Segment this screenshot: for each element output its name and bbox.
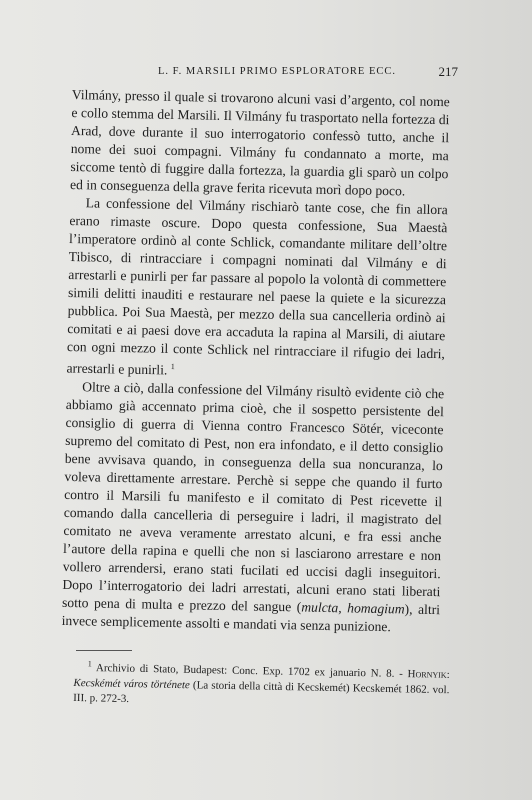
- footnote-reference: 1: [170, 361, 175, 372]
- paragraph-1: Vilmány, presso il quale si trovarono alcuni vasi d’argento, col nome e collo stemma del Marsili. Il Vilmány fu trasportato nella fortezza di Arad, dove durante il suo interrogatorio confessò tutto, anche il nome dei suoi compagni. Vilmány fu condannato a morte, ma siccome tentò di fuggire dalla fortezza, la guardia gli sparò un colpo ed in conseguenza della grave ferita ricevuta morì dopo poco.: [69, 86, 450, 199]
- paragraph-3-text-b: ), altri invece semplicemente assolti e mandati via senza punizione.: [61, 601, 441, 634]
- paragraph-2: [66, 194, 447, 385]
- footnote-text-c: (La storia della città di Kecskemét) Kecskemét 1862. vol. III. p. 272-3.: [73, 678, 450, 705]
- footnote-marker: 1: [87, 659, 92, 669]
- footnote-1: [73, 656, 450, 713]
- footnote-text-b: :: [446, 668, 450, 681]
- paragraph-2-text: La confessione del Vilmány rischiarò tante cose, che fin allora erano rimaste oscure. Dopo questa confessione, Sua Maestà l’imperatore ordinò al conte Schlick, comandante militare dell’oltre Tibisco, di rintracciare i compagni nominati dal Vilmány e di arrestarli e punirli per far passare al popolo la volontà di commettere simili delitti inauditi e restaurare nel paese la quiete e la sicurezza pubblica. Poi Sua Maestà, per mezzo della sua cancelleria ordinò ai comitati e ai paesi dove era accaduta la rapina al Marsili, di aiutare con ogni mezzo il conte Schlick nel rintracciare il rifugio dei ladri, arrestarli e punirli.: [66, 195, 448, 378]
- running-title: L. F. MARSILI PRIMO ESPLORATORE ECC.: [158, 66, 396, 77]
- paragraph-3: [62, 377, 445, 636]
- paragraph-3-text-a: Oltre a ciò, dalla confessione del Vilmány risultò evidente ciò che abbiamo già accennato prima cioè, che il sospetto persistente del consiglio di guerra di Vienna contro Francesco Sötér, viceconte supremo del comitato di Pest, non era infondato, e il detto consiglio bene avvisava quando, in conseguenza della sua noncuranza, lo voleva direttamente arrestare. Perchè si seppe che quando il furto contro il Marsili fu manifesto e il comitato di Pest ricevette il comando dalla cancelleria di perseguire i ladri, il magistrato del comitato ne aveva veramente arrestato alcuni, e fra essi anche l’autore della rapina e quelli che non si lasciarono arrestare e non vollero arrendersi, erano stati fucilati ed uccisi dagli inseguitori. Dopo l’interrogatorio dei ladri arrestati, alcuni erano stati liberati sotto pena di multa e prezzo del sangue (: [61, 378, 445, 615]
- paragraph-3-italic: mulcta, homagium: [301, 599, 405, 617]
- body-text: [62, 86, 450, 637]
- running-header: [158, 66, 458, 77]
- footnote-title: Kecskémét város története: [73, 676, 190, 691]
- page-number: 217: [438, 64, 458, 79]
- footnotes: [73, 656, 450, 713]
- footnote-rule: [76, 650, 132, 651]
- footnote-text-a: Archivio di Stato, Budapest: Conc. Exp. 1702 ex januario N. 8. -: [95, 662, 408, 681]
- footnote-author: Hornyik: [407, 668, 447, 681]
